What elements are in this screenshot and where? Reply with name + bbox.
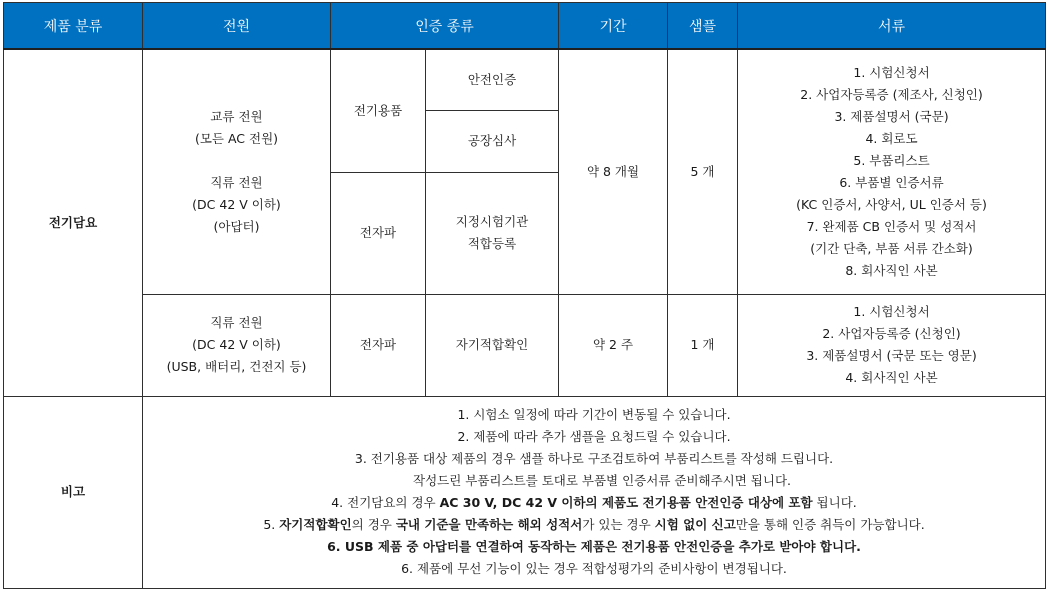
group2-power-line: (USB, 배터리, 건전지 등) xyxy=(166,359,307,374)
remark-line: 6. 제품에 무선 기능이 있는 경우 적합성평가의 준비사항이 변경됩니다. xyxy=(401,561,787,576)
remark-line: 1. 시험소 일정에 따라 기간이 변동될 수 있습니다. xyxy=(457,407,731,422)
remark-text: 5. xyxy=(263,517,280,532)
document-item: (KC 인증서, 사양서, UL 인증서 등) xyxy=(796,196,987,212)
document-item: 8. 회사직인 사본 xyxy=(845,262,938,278)
remark-emphasis: 시험 없이 신고 xyxy=(654,517,736,532)
group2-period: 약 2 주 xyxy=(559,294,668,396)
document-item: 3. 제품설명서 (국문) xyxy=(834,108,949,124)
cert-category-emc: 전자파 xyxy=(331,172,426,294)
document-item: 2. 사업자등록증 (신청인) xyxy=(822,326,961,341)
group1-power-line: (아답터) xyxy=(213,218,260,234)
remark-line xyxy=(143,514,1045,536)
remark-emphasis: 자기적합확인 xyxy=(279,517,352,532)
group1-period: 약 8 개월 xyxy=(559,49,668,294)
group1-documents xyxy=(738,49,1046,294)
remark-text: 4. 전기담요의 경우 xyxy=(331,495,440,510)
cert-safety: 안전인증 xyxy=(426,49,559,110)
document-item: 4. 회사직인 사본 xyxy=(845,370,938,385)
certification-table xyxy=(3,2,1046,589)
document-item: 5. 부품리스트 xyxy=(853,152,930,168)
group2-documents xyxy=(738,294,1046,396)
header-documents: 서류 xyxy=(738,3,1046,50)
remark-line: 3. 전기용품 대상 제품의 경우 샘플 하나로 구조검토하여 부품리스트를 작성해 드립니다. xyxy=(354,451,834,466)
header-power: 전원 xyxy=(143,3,331,50)
cert-emc-type xyxy=(426,172,559,294)
remark-line: 작성드린 부품리스트를 토대로 부품별 인증서류 준비해주시면 됩니다. xyxy=(413,473,791,488)
group2-sample: 1 개 xyxy=(668,294,738,396)
remark-text: 만을 통해 인증 취득이 가능합니다. xyxy=(735,517,925,532)
header-sample: 샘플 xyxy=(668,3,738,50)
remark-text: 됩니다. xyxy=(812,495,857,510)
cert-emc-line: 적합등록 xyxy=(467,236,517,251)
group1-power-line: 직류 전원 xyxy=(210,174,263,190)
group2-cert-category: 전자파 xyxy=(331,294,426,396)
remark-text: 가 있는 경우 xyxy=(582,517,655,532)
group2-cert-type: 자기적합확인 xyxy=(426,294,559,396)
header-row xyxy=(4,3,1046,50)
document-item: (기간 단축, 부품 서류 간소화) xyxy=(810,240,973,256)
document-item: 1. 시험신청서 xyxy=(853,64,930,80)
document-item: 6. 부품별 인증서류 xyxy=(839,174,944,190)
document-item: 4. 회로도 xyxy=(865,130,918,146)
group1-power xyxy=(143,49,331,294)
document-item: 3. 제품설명서 (국문 또는 영문) xyxy=(806,348,977,363)
group2-power xyxy=(143,294,331,396)
group1-power-line: 교류 전원 xyxy=(210,108,263,124)
group1-power-line: (모든 AC 전원) xyxy=(194,130,279,146)
product-name: 전기담요 xyxy=(4,49,143,396)
group1-sample: 5 개 xyxy=(668,49,738,294)
remark-line: 2. 제품에 따라 추가 샘플을 요청드릴 수 있습니다. xyxy=(457,429,731,444)
remark-line xyxy=(143,536,1045,558)
remark-line xyxy=(143,492,1045,514)
remarks-label: 비고 xyxy=(4,396,143,588)
header-category: 제품 분류 xyxy=(4,3,143,50)
header-period: 기간 xyxy=(559,3,668,50)
remarks-content xyxy=(143,396,1046,588)
cert-emc-line: 지정시험기관 xyxy=(455,214,529,229)
cert-factory: 공장심사 xyxy=(426,110,559,172)
group1-power-line: (DC 42 V 이하) xyxy=(192,196,281,212)
cert-category-electrical: 전기용품 xyxy=(331,49,426,172)
document-item: 2. 사업자등록증 (제조사, 신청인) xyxy=(800,86,983,102)
group2-power-line: (DC 42 V 이하) xyxy=(192,337,281,352)
remark-emphasis: 6. USB 제품 중 아답터를 연결하여 동작하는 제품은 전기용품 안전인증을 추가로 받아야 합니다. xyxy=(327,539,861,554)
document-item: 7. 완제품 CB 인증서 및 성적서 xyxy=(806,218,977,234)
remark-text: 의 경우 xyxy=(351,517,396,532)
header-cert-type: 인증 종류 xyxy=(331,3,559,50)
remark-emphasis: 국내 기준을 만족하는 해외 성적서 xyxy=(395,517,583,532)
document-item: 1. 시험신청서 xyxy=(853,304,930,319)
group2-power-line: 직류 전원 xyxy=(210,315,263,330)
remark-emphasis: AC 30 V, DC 42 V 이하의 제품도 전기용품 안전인증 대상에 포함 xyxy=(439,495,813,510)
